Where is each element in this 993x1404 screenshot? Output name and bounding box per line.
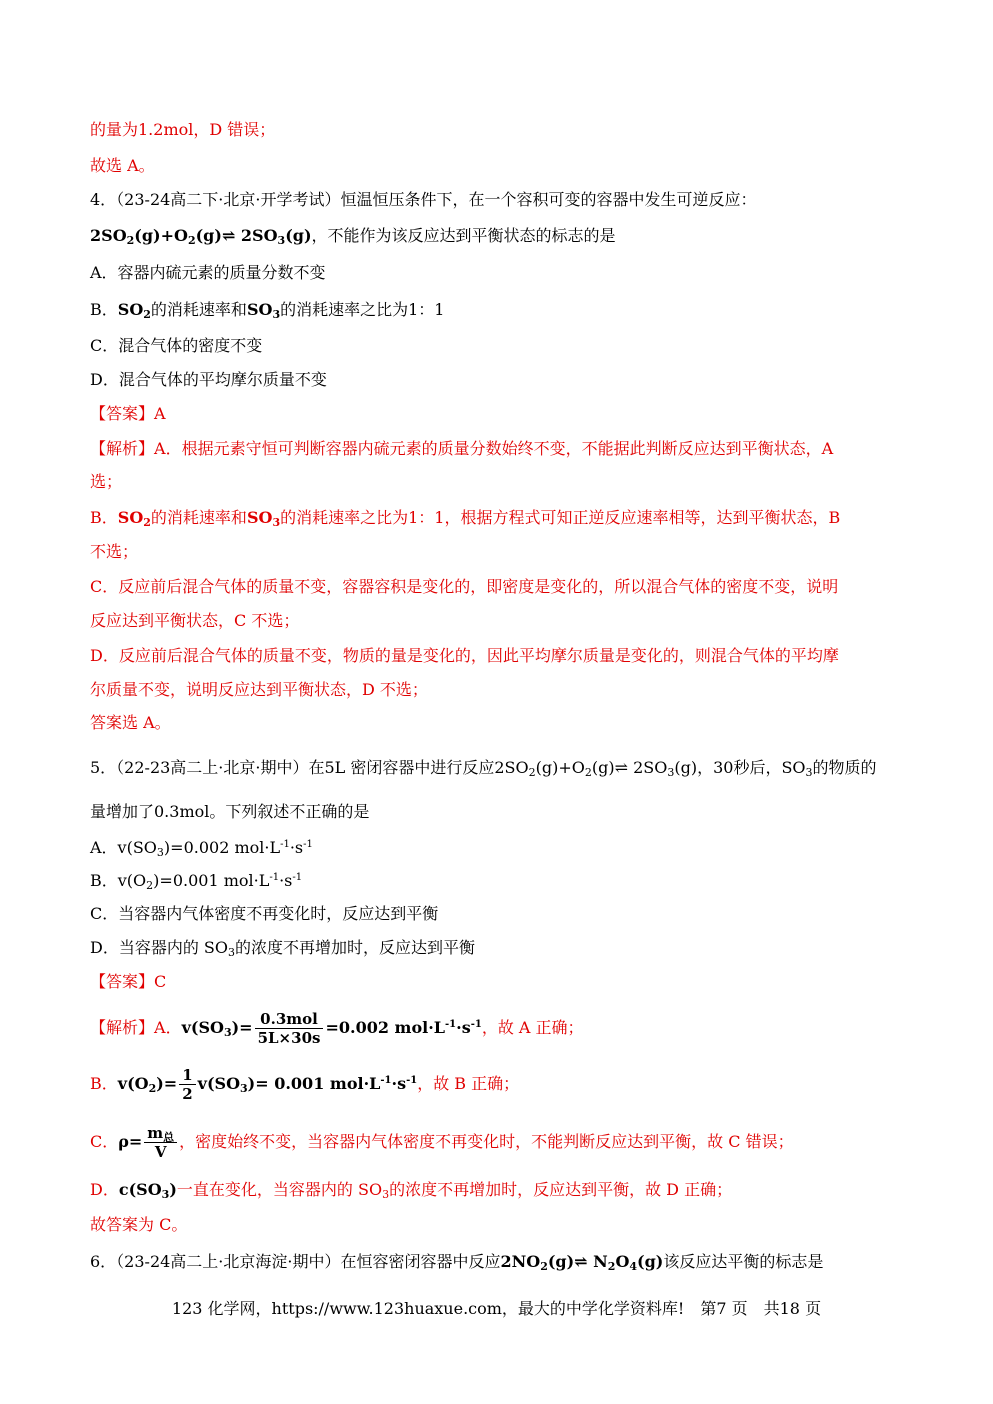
text-line: 故选 A。 bbox=[90, 156, 155, 175]
option-a: A．$v(SO_3)=0.002$ $mol\cdot L^{-1}\cdot s^{-1}$ bbox=[90, 838, 313, 859]
option-c: C．当容器内气体密度不再变化时，反应达到平衡 bbox=[90, 904, 439, 923]
option-b: B．$v(O_2)=0.001$ $mol\cdot L^{-1}\cdot s^{-1}$ bbox=[90, 871, 303, 892]
question-4-stem: 4．（23-24高二下·北京·开学考试）恒温恒压条件下，在一个容积可变的容器中发生可逆反应： bbox=[90, 190, 757, 209]
analysis-line: D．反应前后混合气体的质量不变，物质的量是变化的，因此平均摩尔质量是变化的，则混合气体的平均摩 bbox=[90, 646, 839, 665]
option-b: B．$SO_2$的消耗速率和$SO_3$的消耗速率之比为1：1 bbox=[90, 300, 445, 321]
analysis-line: 答案选 A。 bbox=[90, 713, 171, 732]
option-a: A．容器内硫元素的质量分数不变 bbox=[90, 263, 326, 282]
question-4-equation: $2SO_2(g)+O_2(g)\rightleftharpoons$ $2SO_3(g)$，不能作为该反应达到平衡状态的标志的是 bbox=[90, 226, 616, 247]
answer: 【答案】C bbox=[90, 972, 167, 991]
page-footer: 123 化学网，https://www.123huaxue.com，最大的中学化学资料库! 第7 页 共18 页 bbox=[171, 1299, 822, 1318]
analysis-line: 故答案为 C。 bbox=[90, 1215, 188, 1234]
question-6-stem: 6．（23-24高二上·北京海淀·期中）在恒容密闭容器中反应$2NO_2(g)\rightleftharpoons$ $N_2O_4(g)$该反应达平衡的标志是 bbox=[90, 1252, 824, 1273]
analysis-line: C．ρ= $\frac{m_总}{V}$ ，密度始终不变，当容器内气体密度不再变化时，不能判断反应达到平衡，故 C 错误； bbox=[90, 1124, 794, 1161]
analysis-line: 反应达到平衡状态，C 不选； bbox=[90, 611, 300, 630]
question-5-stem-2: 量增加了0.3mol。下列叙述不正确的是 bbox=[90, 802, 370, 821]
analysis-line: B．$v(O_2)=$ $\frac{1}{2}$ $v(SO_3)= 0.001$ $mol\cdot L^{-1}\cdot s^{-1}$，故 B 正确； bbox=[90, 1066, 520, 1103]
analysis-line: 选； bbox=[90, 472, 123, 491]
analysis-line: B．$SO_2$的消耗速率和$SO_3$的消耗速率之比为1：1，根据方程式可知正逆反应速率相等，达到平衡状态，B bbox=[90, 508, 841, 529]
option-d: D．混合气体的平均摩尔质量不变 bbox=[90, 370, 327, 389]
analysis: 【解析】A．$v(SO_3)=$ $\frac{\text{0.3mol}}{5L\times 30s}$ =0.002 $mol\cdot L^{-1}\cdot s^{-1}$，故 A 正确； bbox=[90, 1010, 584, 1047]
analysis-line: 不选； bbox=[90, 542, 139, 561]
answer: 【答案】A bbox=[90, 404, 166, 423]
analysis: 【解析】A．根据元素守恒可判断容器内硫元素的质量分数始终不变，不能据此判断反应达到平衡状态，A bbox=[90, 439, 834, 458]
analysis-line: 尔质量不变，说明反应达到平衡状态，D 不选； bbox=[90, 680, 428, 699]
analysis-line: D．$c(SO_3)$一直在变化，当容器内的 $SO_3$的浓度不再增加时，反应达到平衡，故 D 正确； bbox=[90, 1180, 733, 1201]
analysis-line: C．反应前后混合气体的质量不变，容器容积是变化的，即密度是变化的，所以混合气体的密度不变，说明 bbox=[90, 577, 839, 596]
option-c: C．混合气体的密度不变 bbox=[90, 336, 263, 355]
option-d: D．当容器内的 $SO_3$的浓度不再增加时，反应达到平衡 bbox=[90, 938, 476, 959]
text-line: 的量为1.2mol，D 错误； bbox=[90, 120, 276, 139]
question-5-stem: 5．（22-23高二上·北京·期中）在5L 密闭容器中进行反应$2SO_2(g)+O_2(g)\rightleftharpoons$ $2SO_3(g)$，30秒后，$SO_3$的物质的 bbox=[90, 758, 877, 779]
